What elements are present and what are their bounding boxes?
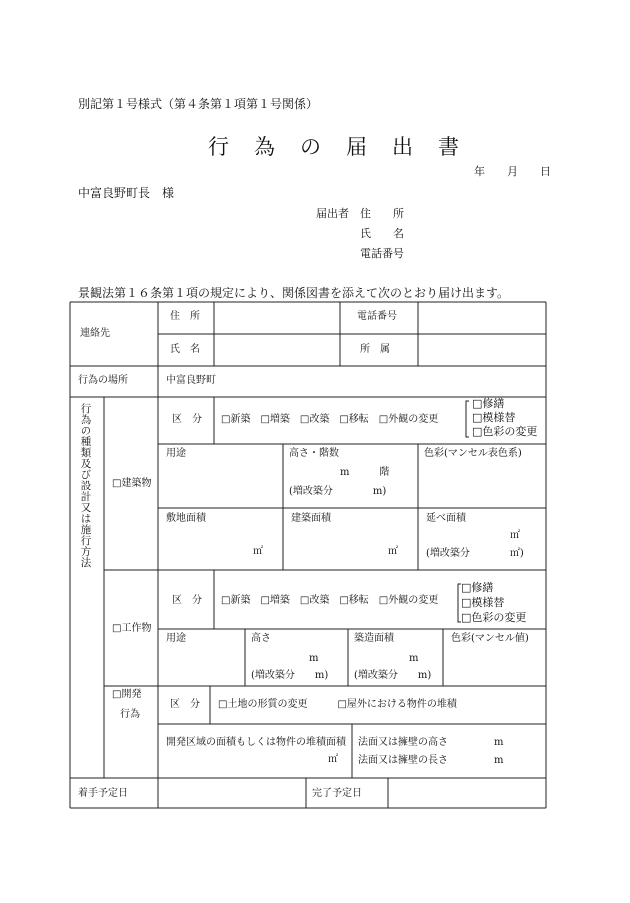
- building-site-area-label: 敷地面積: [166, 513, 206, 524]
- structure-build-area-change: (増改築分 m): [354, 670, 432, 681]
- structure-options[interactable]: □新築 □増築 □改築 □移転 □外観の変更: [221, 595, 439, 606]
- building-options[interactable]: □新築 □増築 □改築 □移転 □外観の変更: [221, 414, 439, 425]
- contact-name-label: 氏 名: [170, 344, 200, 355]
- structure-height-label: 高さ: [251, 633, 271, 644]
- building-height-unit: m 階: [340, 467, 390, 478]
- development-checkbox[interactable]: □開発: [112, 689, 142, 700]
- development-area-unit: ㎡: [328, 754, 338, 765]
- applicant-label: 届出者: [316, 207, 349, 220]
- building-sub-option-remodel[interactable]: □模様替: [472, 411, 516, 424]
- development-slope-height-unit: m: [494, 737, 504, 748]
- applicant-address-label: 住 所: [360, 207, 404, 220]
- building-sub-option-color[interactable]: □色彩の変更: [472, 425, 538, 438]
- contact-address-label: 住 所: [170, 311, 200, 322]
- structure-sub-option-remodel[interactable]: □模様替: [461, 596, 505, 609]
- contact-label: 連絡先: [80, 328, 110, 339]
- contact-phone-label: 電話番号: [357, 311, 397, 322]
- location-value: 中富良野町: [166, 375, 216, 386]
- applicant-name-label: 氏 名: [360, 227, 404, 240]
- structure-use-label: 用途: [166, 633, 186, 644]
- development-label-line2: 行為: [120, 709, 140, 720]
- structure-build-area-unit: m: [409, 653, 419, 664]
- building-kubun-label: 区 分: [172, 414, 202, 425]
- building-height-change: (増改築分 m): [289, 486, 387, 497]
- development-slope-height-label: 法面又は擁壁の高さ: [358, 737, 448, 748]
- end-date-label: 完了予定日: [312, 788, 362, 799]
- intro-text: 景観法第１６条第１項の規定により、関係図書を添えて次のとおり届け出ます。: [78, 286, 510, 300]
- building-floor-area-change: (増改築分 ㎡): [426, 548, 524, 559]
- applicant-phone-label: 電話番号: [360, 247, 404, 260]
- building-checkbox[interactable]: □建築物: [112, 478, 152, 489]
- building-area-unit: ㎡: [388, 546, 398, 557]
- structure-color-label: 色彩(マンセル値): [451, 633, 529, 644]
- building-floor-area-label: 延べ面積: [426, 513, 466, 524]
- date-field[interactable]: 年 月 日: [474, 165, 551, 178]
- building-sub-option-repair[interactable]: □修繕: [472, 397, 505, 410]
- structure-build-area-label: 築造面積: [354, 633, 394, 644]
- building-area-label: 建築面積: [291, 513, 331, 524]
- building-use-label: 用途: [166, 448, 186, 459]
- structure-sub-option-color[interactable]: □色彩の変更: [461, 611, 527, 624]
- addressee: 中富良野町長 様: [78, 186, 175, 200]
- building-color-label: 色彩(マンセル表色系): [424, 448, 522, 459]
- development-slope-length-label: 法面又は擁壁の長さ: [358, 755, 448, 766]
- structure-height-unit: m: [309, 653, 319, 664]
- development-options[interactable]: □土地の形質の変更 □屋外における物件の堆積: [218, 699, 457, 710]
- building-height-label: 高さ・階数: [289, 448, 339, 459]
- section-vertical-label: 行為の種類及び設計又は施行方法: [79, 403, 92, 568]
- structure-kubun-label: 区 分: [172, 595, 202, 606]
- contact-affiliation-label: 所 属: [360, 344, 390, 355]
- building-floor-area-unit: ㎡: [510, 530, 520, 541]
- structure-sub-option-repair[interactable]: □修繕: [461, 581, 494, 594]
- development-kubun-label: 区 分: [170, 699, 200, 710]
- development-area-label: 開発区域の面積もしくは物件の堆積面積: [166, 737, 346, 748]
- location-label: 行為の場所: [78, 375, 128, 386]
- development-slope-length-unit: m: [494, 755, 504, 766]
- structure-height-change: (増改築分 m): [251, 670, 329, 681]
- start-date-label: 着手予定日: [78, 788, 128, 799]
- structure-checkbox[interactable]: □工作物: [112, 623, 152, 634]
- building-site-area-unit: ㎡: [253, 546, 263, 557]
- form-reference: 別記第１号様式（第４条第１項第１号関係）: [78, 97, 319, 111]
- page-title: 行 為 の 届 出 書: [208, 135, 461, 159]
